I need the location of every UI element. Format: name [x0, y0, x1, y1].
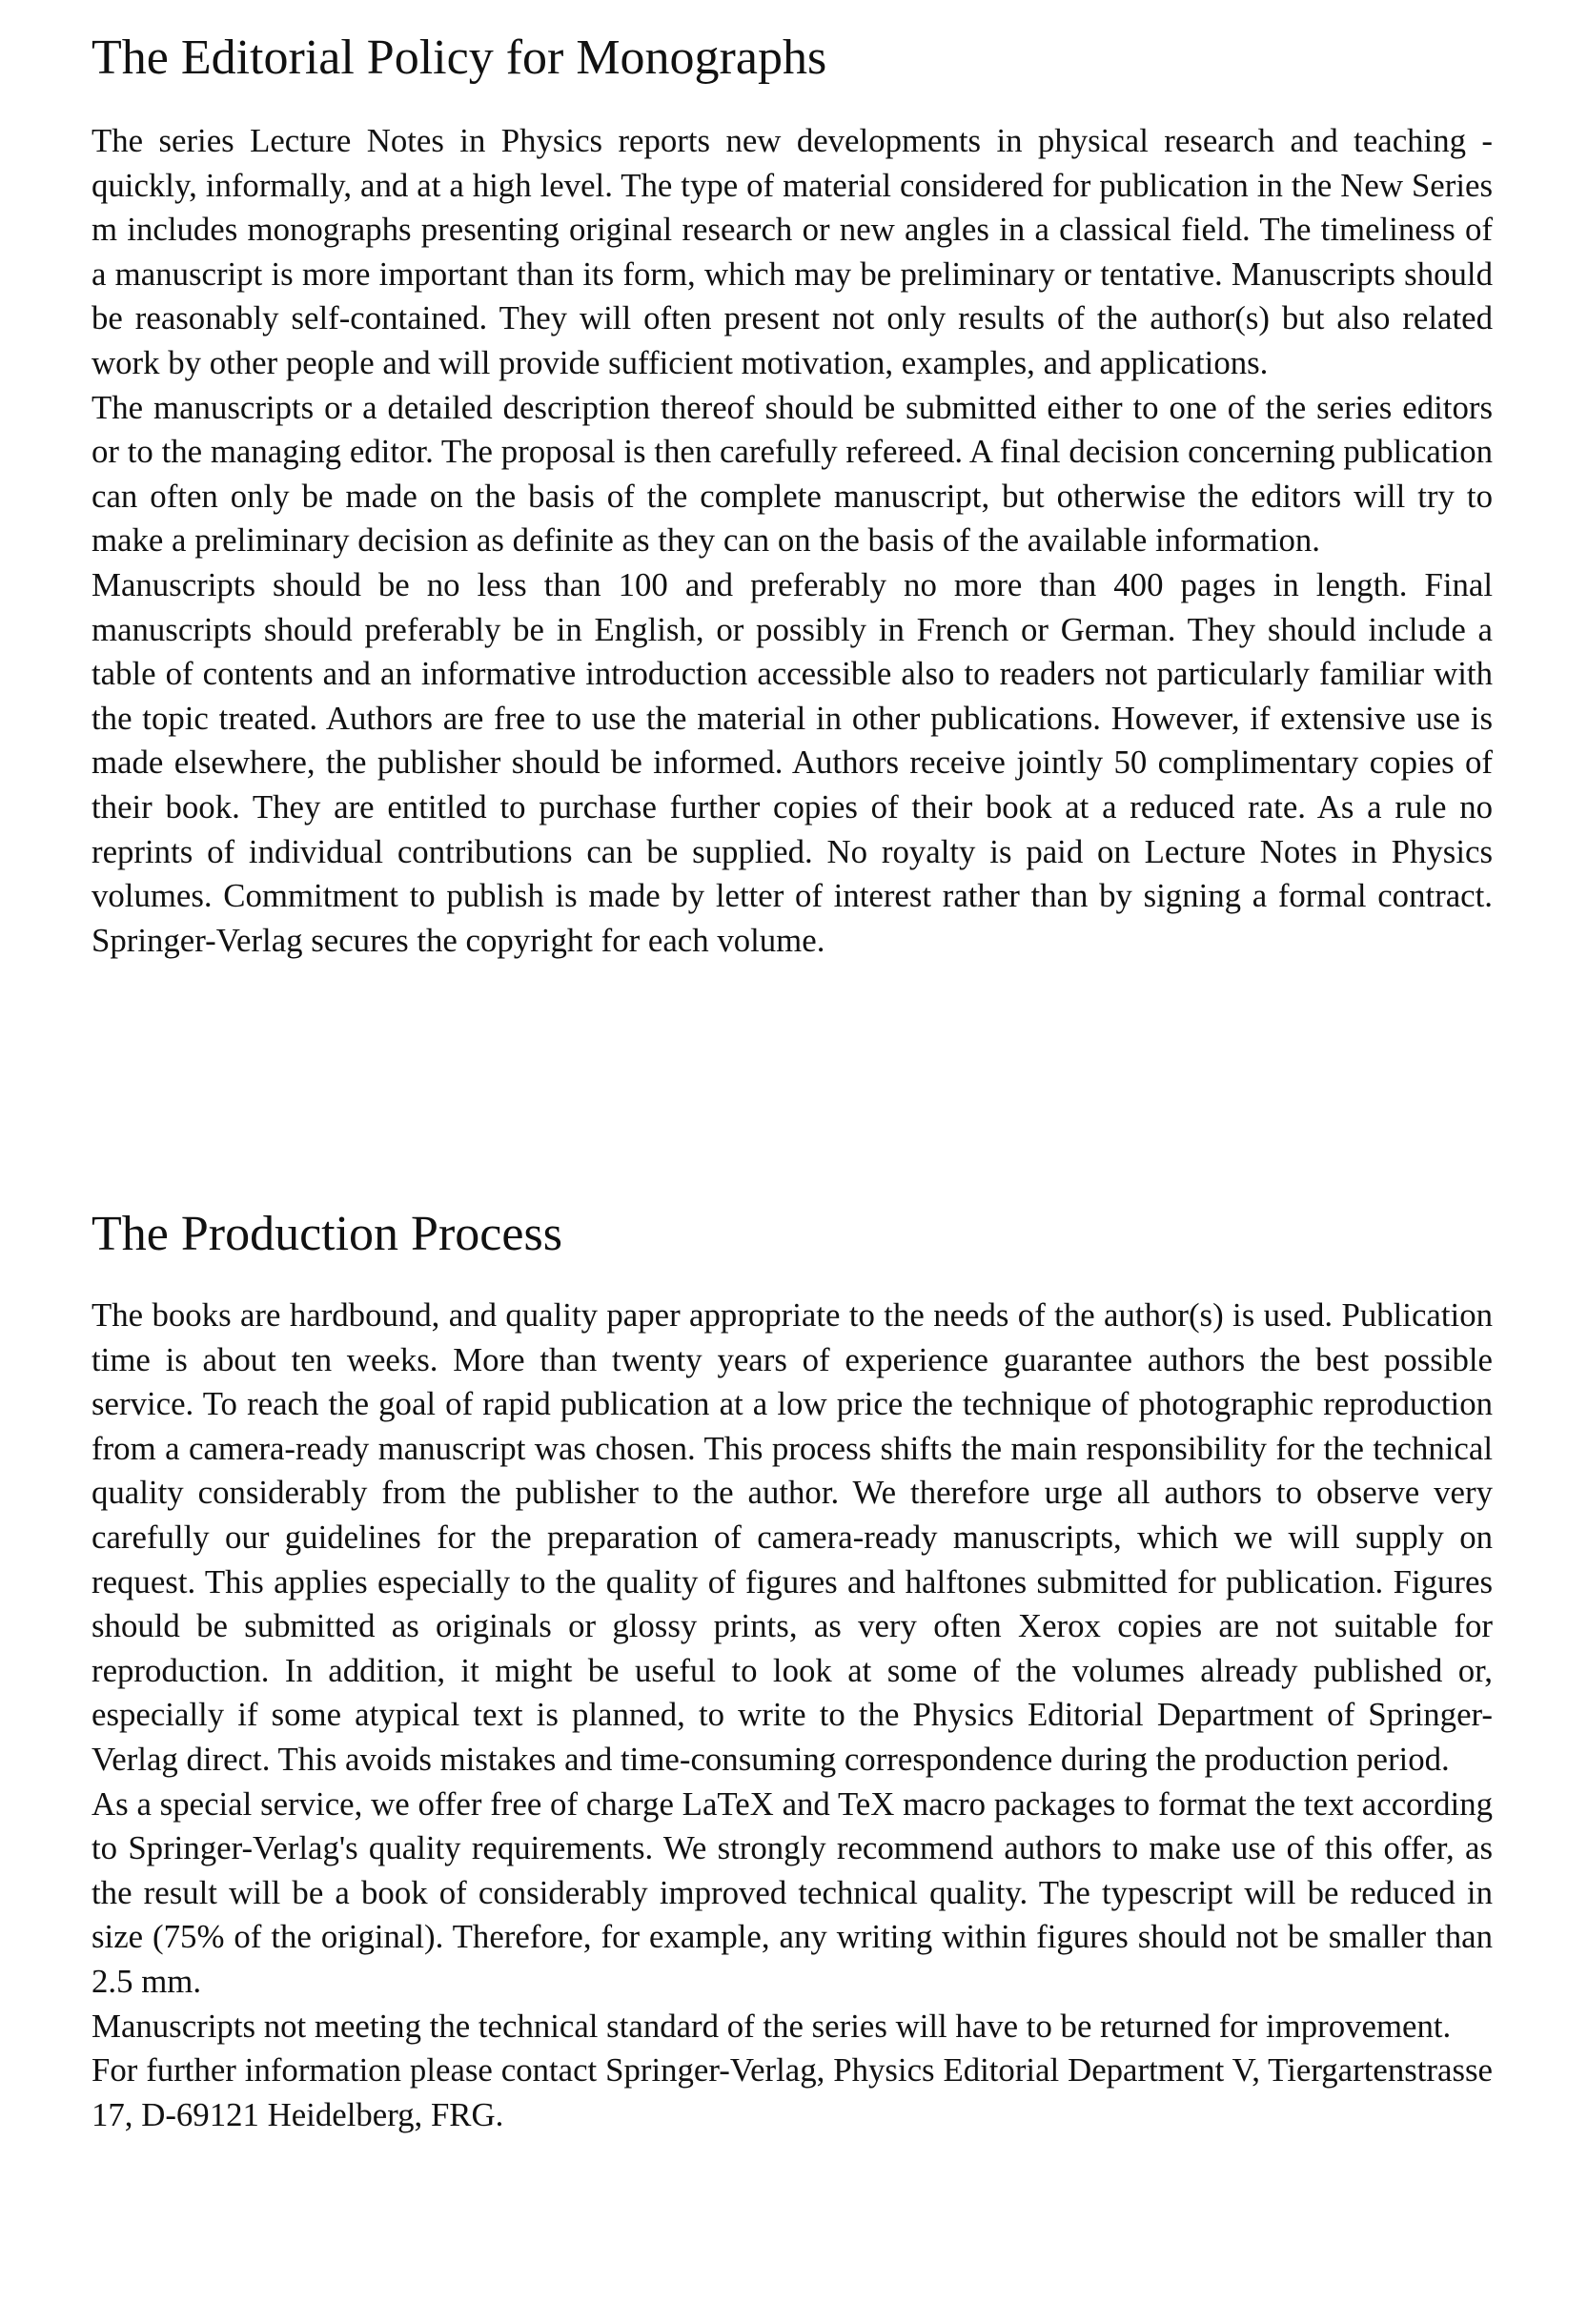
section-heading-editorial-policy: The Editorial Policy for Monographs: [92, 31, 827, 85]
paragraph: For further information please contact Springer-Verlag, Physics Editorial Department V, Tiergartenstrasse 17, D-69121 Heidelberg, FRG.: [92, 2051, 1493, 2133]
section-heading-production-process: The Production Process: [92, 1207, 562, 1261]
section-body-production-process: [92, 1294, 1493, 2137]
paragraph: The series Lecture Notes in Physics reports new developments in physical research and teaching - quickly, informally, and at a high level. The type of material considered for publication in the New Series m includes monographs presenting original research or new angles in a classical field. The timeliness of a manuscript is more important than its form, which may be preliminary or tentative. Manuscripts should be reasonably self-contained. They will often present not only results of the author(s) but also related work by other people and will provide sufficient motivation, examples, and applications.: [92, 122, 1493, 381]
paragraph: Manuscripts not meeting the technical standard of the series will have to be returned for improvement.: [92, 2007, 1452, 2045]
paragraph: As a special service, we offer free of charge LaTeX and TeX macro packages to format the text according to Springer-Verlag's quality requirements. We strongly recommend authors to make use of this offer, as the result will be a book of considerably improved technical quality. The typescript will be reduced in size (75% of the original). Therefore, for example, any writing within figures should not be smaller than 2.5 mm.: [92, 1784, 1493, 2000]
paragraph: The manuscripts or a detailed description thereof should be submitted either to one of the series editors or to the managing editor. The proposal is then carefully refereed. A final decision concerning publication can often only be made on the basis of the complete manuscript, but otherwise the editors will try to make a preliminary decision as definite as they can on the basis of the available information.: [92, 388, 1493, 560]
paragraph: Manuscripts should be no less than 100 and preferably no more than 400 pages in length. Final manuscripts should preferably be in English, or possibly in French or German. They should include a table of contents and an informative introduction accessible also to readers not particularly familiar with the topic treated. Authors are free to use the material in other publications. However, if extensive use is made elsewhere, the publisher should be informed. Authors receive jointly 50 complimentary copies of their book. They are entitled to purchase further copies of their book at a reduced rate. As a rule no reprints of individual contributions can be supplied. No royalty is paid on Lecture Notes in Physics volumes. Commitment to publish is made by letter of interest rather than by signing a formal contract. Springer-Verlag secures the copyright for each volume.: [92, 565, 1493, 959]
section-body-editorial-policy: [92, 119, 1493, 963]
paragraph: The books are hardbound, and quality paper appropriate to the needs of the author(s) is used. Publication time is about ten weeks. More than twenty years of experience guarantee authors the best possible service. To reach the goal of rapid publication at a low price the technique of photographic reproduction from a camera-ready manuscript was chosen. This process shifts the main responsibility for the technical quality considerably from the publisher to the author. We therefore urge all authors to observe very carefully our guidelines for the preparation of camera-ready manuscripts, which we will supply on request. This applies especially to the quality of figures and halftones submitted for publication. Figures should be submitted as originals or glossy prints, as very often Xerox copies are not suitable for reproduction. In addition, it might be useful to look at some of the volumes already published or, especially if some atypical text is planned, to write to the Physics Editorial Department of Springer-Verlag direct. This avoids mistakes and time-consuming correspondence during the production period.: [92, 1296, 1493, 1778]
